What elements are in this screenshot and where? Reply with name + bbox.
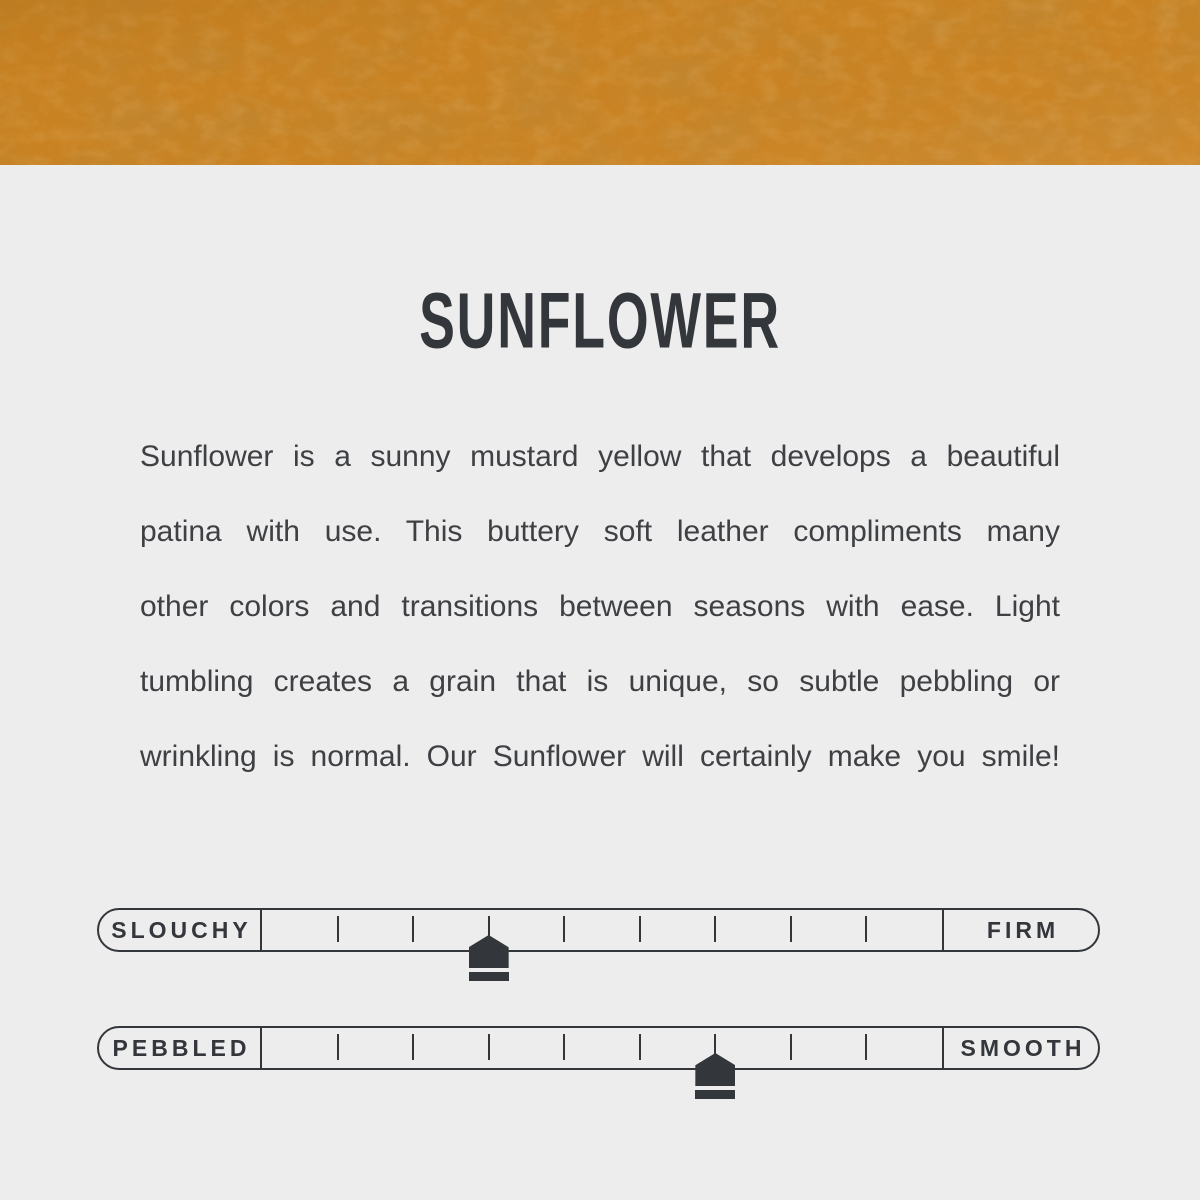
slider-slouchy-firm xyxy=(97,908,1100,952)
scale-tick xyxy=(412,916,414,942)
slider-right-label-box xyxy=(942,1028,1098,1068)
slider-right-label: SMOOTH xyxy=(960,1034,1086,1061)
slider-scale xyxy=(262,1028,942,1068)
slider-left-label: PEBBLED xyxy=(112,1034,251,1061)
leather-texture-graphic xyxy=(0,0,1200,165)
color-description xyxy=(140,419,1060,794)
leather-swatch-image xyxy=(0,0,1200,165)
scale-tick xyxy=(563,916,565,942)
slider-marker xyxy=(695,1053,735,1099)
page-title: SUNFLOWER xyxy=(419,275,781,365)
description-line: patina with use. This buttery soft leather compliments many xyxy=(140,515,1060,548)
description-line: tumbling creates a grain that is unique, so subtle pebbling or xyxy=(140,665,1060,698)
slider-left-label-box xyxy=(99,1028,262,1068)
slider-right-label-box xyxy=(942,910,1098,950)
slider-right-label: FIRM xyxy=(986,916,1060,943)
scale-tick xyxy=(639,1034,641,1060)
marker-arrow-icon xyxy=(469,935,509,968)
scale-tick xyxy=(865,1034,867,1060)
scale-tick xyxy=(865,916,867,942)
marker-bar-icon xyxy=(695,1090,735,1099)
description-line: other colors and transitions between seasons with ease. Light xyxy=(140,590,1060,623)
scale-tick xyxy=(639,916,641,942)
slider-left-label-box xyxy=(99,910,262,950)
marker-bar-icon xyxy=(469,972,509,981)
scale-tick xyxy=(790,1034,792,1060)
scale-tick xyxy=(337,1034,339,1060)
scale-tick xyxy=(412,1034,414,1060)
scale-tick xyxy=(488,1034,490,1060)
scale-tick xyxy=(790,916,792,942)
slider-pebbled-smooth xyxy=(97,1026,1100,1070)
slider-scale xyxy=(262,910,942,950)
slider-marker xyxy=(469,935,509,981)
description-line: wrinkling is normal. Our Sunflower will certainly make you smile! xyxy=(140,740,1060,773)
slider-left-label: SLOUCHY xyxy=(111,916,252,943)
scale-tick xyxy=(563,1034,565,1060)
scale-tick xyxy=(714,916,716,942)
scale-tick xyxy=(337,916,339,942)
marker-arrow-icon xyxy=(695,1053,735,1086)
description-line: Sunflower is a sunny mustard yellow that develops a beautiful xyxy=(140,440,1060,473)
